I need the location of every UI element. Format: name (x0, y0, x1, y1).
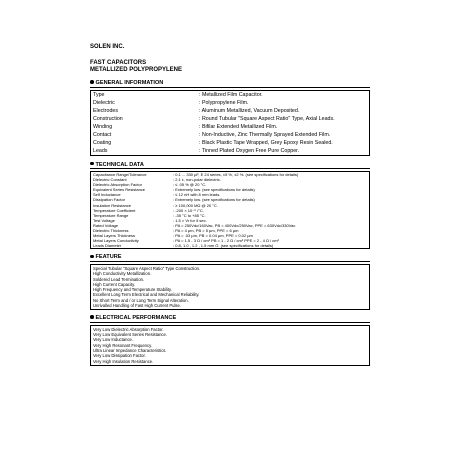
general-information-section (90, 80, 370, 156)
table-row (91, 123, 370, 131)
technical-data-table (90, 171, 370, 249)
spec-label: Electrodes (93, 107, 119, 114)
spec-value: : Polypropylene Film. (199, 99, 249, 106)
section-heading-text: GENERAL INFORMATION (95, 80, 164, 86)
bullet-icon (90, 255, 94, 259)
spec-label: Test Voltage (93, 217, 115, 223)
spec-label: Temperature Range (93, 212, 129, 218)
spec-value: : Tinned Plated Oxygen Free Pure Copper. (199, 147, 300, 154)
table-row (91, 243, 370, 249)
table-row (91, 139, 370, 147)
feature-heading (90, 254, 370, 262)
spec-label: Equivalent Series Resistance (93, 187, 146, 193)
spec-value: : Black Plastic Tape Wrapped, Grey Epoxy Resin Sealed. (199, 139, 333, 146)
list-item: Very Low Dielectric Absorption Factor. (93, 326, 164, 332)
list-item: Ultra Linear Impedance Characteristics. (93, 347, 167, 353)
spec-label: Winding (93, 123, 113, 130)
spec-label: Rated Voltage (93, 222, 119, 228)
list-item: Unrivalled Handling of Fast High Current Pulse. (93, 302, 181, 308)
list-item: Very Low Equivalent Series Resistance. (93, 332, 168, 338)
spec-label: Dielectric Thickness (93, 228, 129, 234)
spec-value: : PA = .03 µm, PB = 0.04 µm, PPE = 0.02 µm (173, 233, 253, 239)
spec-value: : PA = 1.5 - 3 Ω / cm² PB = 1 - 2 Ω / cm² PPE = 2 - 4 Ω / cm² (173, 238, 279, 244)
spec-label: Capacitance Range/Tolerance (93, 172, 147, 177)
general-information-table (90, 90, 370, 156)
company-name: SOLEN INC. (90, 44, 125, 50)
spec-value: : ≤ .05 % @ 20 °C. (173, 182, 207, 188)
table-row (91, 107, 370, 115)
list-item: High Frequency and Temperature Stability. (93, 287, 172, 293)
general-information-heading (90, 80, 370, 88)
spec-value: : -35 °C to +85 °C. (173, 212, 206, 218)
spec-label: Dielectric Absorption Factor (93, 182, 142, 188)
spec-value: : 0.8, 1.0 , 1.2 , 1.5 mm Ö. (see specifications for details) (173, 243, 274, 249)
electrical-performance-heading (90, 315, 370, 323)
feature-section (90, 254, 370, 310)
spec-value: : Extremely low. (see specifications for details) (173, 187, 255, 193)
datasheet-page (90, 44, 370, 366)
spec-value: : ≥ 100,000 MΩ @ 20 °C. (173, 202, 218, 208)
table-row (91, 147, 370, 156)
spec-label: Contact (93, 131, 112, 138)
spec-value: : PA = 250Vdc/160Vac, PB = 400Vdc/250Vac, PPE = 630Vdc/330Vac (173, 222, 296, 228)
table-row (91, 131, 370, 139)
spec-value: : Aluminum Metallized, Vacuum Deposited. (199, 107, 300, 114)
bullet-icon (90, 315, 94, 319)
bullet-icon (90, 80, 94, 84)
product-title-line1: FAST CAPACITORS (90, 60, 147, 66)
spec-label: Metal Layers Thickness (93, 233, 135, 239)
electrical-performance-section (90, 315, 370, 366)
spec-label: Leads Diameter (93, 243, 122, 249)
bullet-icon (90, 162, 94, 166)
spec-value: : Bifilar Extended Metallized Film. (199, 123, 278, 130)
spec-value: : Round Tubular "Square Aspect Ratio" Type, Axial Leads. (199, 115, 335, 122)
list-item: No Short Term and / or Long Term Signal Alteration. (93, 297, 189, 303)
spec-value: : 2.1 ε, non-polar dielectric. (173, 177, 221, 183)
list-item: Excellent Long Term Electrical and Mechanical Reliability. (93, 292, 200, 298)
section-heading-text: ELECTRICAL PERFORMANCE (95, 315, 177, 322)
spec-label: Metal Layers Conductivity (93, 238, 139, 244)
section-heading-text: TECHNICAL DATA (95, 161, 144, 168)
table-row (91, 90, 370, 99)
list-item: High Current Capacity. (93, 281, 136, 287)
table-row (91, 115, 370, 123)
spec-label: Self Inductance (93, 192, 121, 198)
spec-label: Coating (93, 139, 112, 146)
spec-value: : Metallized Film Capacitor. (199, 91, 263, 98)
spec-label: Insulation Resistance (93, 202, 132, 208)
list-item: Very Low Dissipation Factor. (93, 353, 146, 359)
spec-value: : -200 × 10⁻⁶ /°C. (173, 207, 204, 213)
list-item: Very High Insulation Resistance. (93, 358, 154, 364)
list-item: High Conductivity Metallization. (93, 271, 152, 277)
spec-value: : Non-Inductive, Zinc Thermally Sprayed Extended Film. (199, 131, 331, 138)
spec-label: Dissipation Factor (93, 197, 126, 203)
spec-label: Construction (93, 115, 123, 122)
list-item: Very Low Inductance. (93, 337, 134, 343)
section-heading-text: FEATURE (95, 254, 122, 261)
list-item: Soldered Lead Termination. (93, 276, 145, 282)
feature-list (90, 264, 370, 310)
spec-value: : 1.5 × Vr for 5 sec. (173, 217, 207, 223)
product-title-line2: METALLIZED POLYPROPYLENE (90, 67, 183, 73)
spec-label: Dielectric (93, 99, 115, 106)
spec-value: : ≤ 12 nH with 8 mm leads. (173, 192, 221, 198)
table-row (91, 99, 370, 107)
technical-data-heading (90, 162, 370, 170)
list-item: Very High Resonant Frequency. (93, 342, 153, 348)
list-item: Special Tubular "Square Aspect Ratio" Type Construction. (93, 265, 201, 271)
technical-data-section (90, 162, 370, 250)
spec-label: Leads (93, 147, 108, 154)
spec-label: Type (93, 91, 105, 98)
spec-label: Temperature Coefficient (93, 207, 136, 213)
spec-value: : Extremely low. (see specifications for details) (173, 197, 255, 203)
spec-value: : PA = 4 µm, PB = 5 µm, PPE = 6 µm (173, 228, 239, 234)
electrical-performance-list (90, 325, 370, 366)
spec-label: Dielectric Constant (93, 177, 127, 183)
spec-value: : 0.1 ... 330 µF, E 24 series, ±5 %, ±2 %. (see specifications for details) (173, 172, 299, 177)
